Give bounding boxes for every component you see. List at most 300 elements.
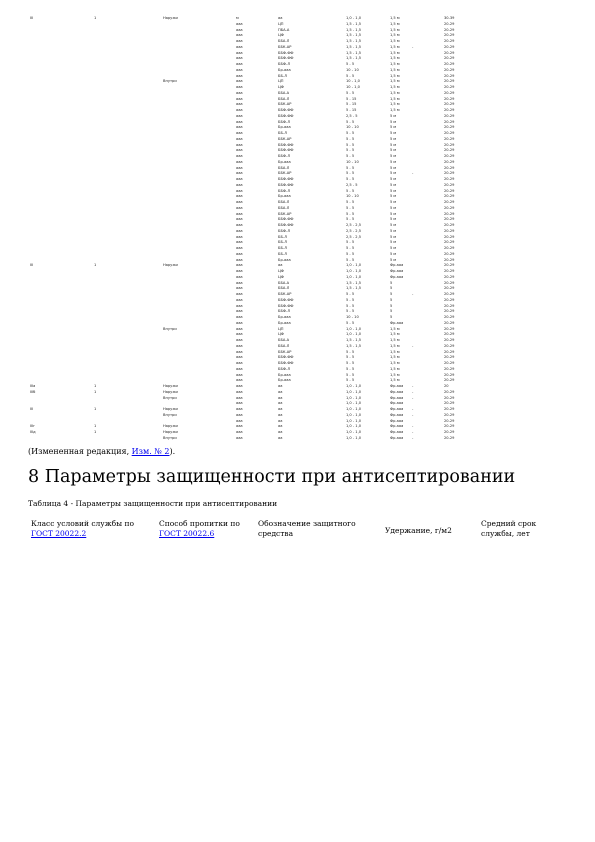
table-row xyxy=(0,258,595,263)
table-cell: 1,5 м xyxy=(390,73,400,78)
table-cell: 1,0 - 1,0 xyxy=(346,401,362,406)
table-row xyxy=(0,45,595,50)
revision-note-suffix: ). xyxy=(169,447,176,456)
table-cell: 20-29 xyxy=(444,228,455,233)
table-cell: 1,0 - 1,0 xyxy=(346,16,362,20)
table-cell: 5 - 15 xyxy=(346,96,357,101)
table-cell: 20-29 xyxy=(444,108,455,112)
header-service-class xyxy=(31,519,156,539)
table-row xyxy=(0,120,595,125)
table-cell: 5 - 5 xyxy=(346,211,355,216)
table-row xyxy=(0,114,595,119)
table-cell: 20-29 xyxy=(444,343,455,348)
table-cell: аа xyxy=(278,407,283,411)
table-cell: Наружи xyxy=(163,384,178,388)
table-cell: ааа xyxy=(236,286,243,291)
table-cell: ааа xyxy=(236,125,243,130)
table-cell: - xyxy=(412,389,414,394)
revision-note xyxy=(28,447,175,456)
table-cell: 20-29 xyxy=(444,418,455,423)
table-cell: Бр-ааа xyxy=(278,194,291,199)
gost-20022-6-link[interactable]: ГОСТ 20022.6 xyxy=(159,529,215,538)
header-protective-agent: Обозначение защитного средства xyxy=(258,519,356,538)
table-cell: ЦФ xyxy=(278,274,284,279)
table-cell: 5 - 5 xyxy=(346,297,355,302)
table-cell: ББК-АР xyxy=(278,102,292,107)
table-cell: 1 xyxy=(94,389,97,394)
table-cell: ааа xyxy=(236,240,243,245)
table-cell: 5 - 5 xyxy=(346,119,355,124)
table-row xyxy=(0,309,595,314)
header-retention: Удержание, г/м2 xyxy=(385,526,452,535)
table-row xyxy=(0,200,595,205)
table-cell: - xyxy=(412,430,414,434)
table-cell: ааа xyxy=(236,292,243,296)
table-cell: 1,5 м xyxy=(390,343,400,348)
table-cell: ББ-Л xyxy=(278,251,287,256)
table-cell: ББФ-Л xyxy=(278,366,291,371)
table-cell: 20-29 xyxy=(444,44,455,49)
table-cell: ЦП xyxy=(278,79,284,84)
table-cell: 5 - 5 xyxy=(346,73,355,78)
table-cell: IIIб xyxy=(30,389,36,394)
table-cell: Внутри xyxy=(163,79,177,84)
table-cell: 5 - 5 xyxy=(346,154,355,158)
table-cell: ааа xyxy=(236,188,243,193)
table-cell: 1,5 м xyxy=(390,27,400,32)
table-cell: 5 м xyxy=(390,251,397,256)
table-row xyxy=(0,51,595,56)
table-cell: ББА-Л xyxy=(278,343,290,348)
table-row xyxy=(0,401,595,406)
table-cell: 5 - 5 xyxy=(346,257,355,262)
table-cell: 20-29 xyxy=(444,378,455,383)
table-cell: ааа xyxy=(236,119,243,124)
table-row xyxy=(0,85,595,90)
table-cell: ааа xyxy=(236,315,243,319)
table-cell: 2,5 - 5 xyxy=(346,113,358,118)
table-cell: ааа xyxy=(236,418,243,423)
table-cell: ББА-Л xyxy=(278,205,290,210)
table-cell: ааа xyxy=(236,223,243,227)
table-cell: ааа xyxy=(236,269,243,273)
table-cell: ааа xyxy=(236,79,243,84)
table-cell: ББА-Л xyxy=(278,200,290,204)
table-cell: 1 xyxy=(94,430,97,434)
table-row xyxy=(0,338,595,343)
table-cell: 5 - 5 xyxy=(346,361,355,365)
table-cell: 20-29 xyxy=(444,39,455,43)
table-row xyxy=(0,97,595,102)
table-row xyxy=(0,367,595,372)
table-cell: 1,5 - 1,5 xyxy=(346,280,362,285)
table-cell: 2,5 - 5 xyxy=(346,182,358,187)
table-cell: 20-29 xyxy=(444,292,455,296)
table-cell: ПБА-А xyxy=(278,27,290,32)
table-cell: Фр-ааа xyxy=(390,274,404,279)
header-impregnation-method-text: Способ пропитки по xyxy=(159,519,240,528)
table-cell: 10 - 10 xyxy=(346,159,359,164)
table-cell: 5 - 5 xyxy=(346,217,355,222)
table-row xyxy=(0,378,595,383)
table-cell: ааа xyxy=(236,200,243,204)
table-cell: 5 xyxy=(390,309,393,314)
table-cell: ааа xyxy=(236,378,243,383)
table-cell: ааа xyxy=(236,234,243,239)
table-cell: ааа xyxy=(236,228,243,233)
table-row xyxy=(0,298,595,303)
table-cell: 5 - 5 xyxy=(346,355,355,360)
header-impregnation-method xyxy=(159,519,249,539)
table-cell: 20-29 xyxy=(444,366,455,371)
table-row xyxy=(0,137,595,142)
table-cell: аа xyxy=(278,435,283,440)
table-cell: - xyxy=(412,424,414,429)
table-cell: 20-29 xyxy=(444,401,455,406)
table-cell: Фр-ааа xyxy=(390,263,404,268)
table-cell: Внутри xyxy=(163,395,177,400)
table-cell: ааа xyxy=(236,50,243,55)
table-cell: Фр-ааа xyxy=(390,401,404,406)
table-cell: ааа xyxy=(236,412,243,417)
table-cell: 20-29 xyxy=(444,246,455,250)
table-cell: Бр-ааа xyxy=(278,67,291,72)
table-cell: 2,5 - 2,5 xyxy=(346,223,362,227)
table-cell: ааа xyxy=(236,194,243,199)
table-cell: ааа xyxy=(236,361,243,365)
table-cell: 20-29 xyxy=(444,171,455,176)
table-cell: 5 - 5 xyxy=(346,177,355,181)
table-cell: 30-39 xyxy=(444,16,455,20)
table-cell: 1 xyxy=(94,263,97,268)
table-cell: IIIа xyxy=(30,384,36,388)
table-cell: ааа xyxy=(236,159,243,164)
table-cell: ББА-Л xyxy=(278,96,290,101)
table-cell: 20-29 xyxy=(444,407,455,411)
table-cell: 20-29 xyxy=(444,113,455,118)
table-cell: 20-29 xyxy=(444,96,455,101)
table-cell: 20-29 xyxy=(444,177,455,181)
table-cell: 5 м xyxy=(390,228,397,233)
table-cell: 5 - 5 xyxy=(346,292,355,296)
table-cell: 20-29 xyxy=(444,223,455,227)
table-cell: 1,0 - 1,0 xyxy=(346,424,362,429)
table-cell: Наружи xyxy=(163,389,178,394)
table-cell: ааа xyxy=(236,355,243,360)
table-cell: ББК-АР xyxy=(278,292,292,296)
table-cell: 5 - 5 xyxy=(346,378,355,383)
table-cell: Фр-ааа xyxy=(390,320,404,325)
table-cell: 20-29 xyxy=(444,62,455,66)
table-cell: 5 - 15 xyxy=(346,108,357,112)
table-cell: 5 м xyxy=(390,119,397,124)
table-cell: 5 - 5 xyxy=(346,349,355,354)
table-cell: Фр-ааа xyxy=(390,407,404,411)
header-service-life: Средний срок службы, лет xyxy=(481,519,537,538)
table-cell: 10 - 1,0 xyxy=(346,85,360,89)
table-cell: ааа xyxy=(236,217,243,222)
table-cell: ааа xyxy=(236,251,243,256)
table-row xyxy=(0,171,595,176)
table-cell: 20-29 xyxy=(444,154,455,158)
table-cell: 20-29 xyxy=(444,309,455,314)
table-cell: 5 - 5 xyxy=(346,309,355,314)
table-cell: ааа xyxy=(236,182,243,187)
table-cell: 5 - 5 xyxy=(346,171,355,176)
table-row xyxy=(0,56,595,61)
table-cell: III xyxy=(30,16,34,20)
table-cell: 5 xyxy=(390,303,393,308)
table-cell: ааа xyxy=(236,148,243,153)
table-cell: - xyxy=(412,412,414,417)
table-cell: 1,5 м xyxy=(390,39,400,43)
table-cell: - xyxy=(412,44,414,49)
table-row xyxy=(0,419,595,424)
table-cell: 5 м xyxy=(390,257,397,262)
table-cell: 5 м xyxy=(390,246,397,250)
table-row xyxy=(0,240,595,245)
table-cell: III xyxy=(30,407,34,411)
table-cell: 1,5 м xyxy=(390,378,400,383)
table-cell: 1,0 - 1,0 xyxy=(346,326,362,331)
table-cell: 5 - 5 xyxy=(346,240,355,245)
table-cell: 20-29 xyxy=(444,159,455,164)
table-cell: 20-29 xyxy=(444,257,455,262)
table-cell: 20-29 xyxy=(444,102,455,107)
table-cell: ББ-Л xyxy=(278,246,287,250)
table-cell: 5 - 5 xyxy=(346,90,355,95)
gost-20022-2-link[interactable]: ГОСТ 20022.2 xyxy=(31,529,87,538)
table-cell: 10 - 10 xyxy=(346,67,359,72)
table-cell: 5 м xyxy=(390,154,397,158)
table-cell: - xyxy=(412,384,414,388)
table-cell: Бр-ааа xyxy=(278,372,291,377)
header-service-class-text: Класс условий службы по xyxy=(31,519,134,528)
table-cell: 20-29 xyxy=(444,263,455,268)
table-cell: IIIг xyxy=(30,424,36,429)
table-cell: ааа xyxy=(236,435,243,440)
table-cell: ББ-Л xyxy=(278,240,287,245)
table-cell: ааа xyxy=(236,320,243,325)
table-cell: ББА-А xyxy=(278,90,290,95)
table-cell: 20-29 xyxy=(444,361,455,365)
table-cell: 5 м xyxy=(390,165,397,170)
table-cell: 20-29 xyxy=(444,136,455,141)
table-row xyxy=(0,281,595,286)
table-cell: Наружи xyxy=(163,407,178,411)
table-cell: ааа xyxy=(236,142,243,147)
table-cell: Наружи xyxy=(163,16,178,20)
table-cell: аа xyxy=(278,424,283,429)
table-row xyxy=(0,177,595,182)
table-row xyxy=(0,102,595,107)
table-row xyxy=(0,183,595,188)
table-cell: 10 - 10 xyxy=(346,315,359,319)
table-cell: Внутри xyxy=(163,412,177,417)
table-cell: ааа xyxy=(236,205,243,210)
table-cell: ааа xyxy=(236,21,243,26)
table-row xyxy=(0,286,595,291)
table-cell: ааа xyxy=(236,280,243,285)
table-cell: ааа xyxy=(236,165,243,170)
table-row xyxy=(0,292,595,297)
table-cell: 20-29 xyxy=(444,355,455,360)
table-cell: Фр-ааа xyxy=(390,412,404,417)
table-cell: 1,0 - 1,0 xyxy=(346,412,362,417)
table-cell: аа xyxy=(278,395,283,400)
table-cell: 1,0 - 1,0 xyxy=(346,274,362,279)
table-cell: Наружи xyxy=(163,424,178,429)
table-cell: 5 м xyxy=(390,131,397,135)
table-cell: 20-29 xyxy=(444,33,455,38)
table-caption: Таблица 4 - Параметры защищенности при антисептировании xyxy=(28,499,278,508)
table-cell: 5 - 5 xyxy=(346,251,355,256)
table-cell: 5 - 5 xyxy=(346,148,355,153)
table-cell: ааа xyxy=(236,62,243,66)
table-cell: аа xyxy=(278,263,283,268)
table-cell: 1,5 м xyxy=(390,326,400,331)
table-cell: 5 м xyxy=(390,188,397,193)
table-cell: 20-29 xyxy=(444,412,455,417)
table-cell: 20-29 xyxy=(444,234,455,239)
table-row xyxy=(0,235,595,240)
table-cell: 5 - 5 xyxy=(346,142,355,147)
table-cell: ББФ-ФФ xyxy=(278,217,294,222)
table-cell: 20-29 xyxy=(444,67,455,72)
table-row xyxy=(0,304,595,309)
table-row xyxy=(0,217,595,222)
table-cell: 20-29 xyxy=(444,21,455,26)
table-cell: Наружи xyxy=(163,430,178,434)
table-cell: 20-29 xyxy=(444,148,455,153)
table-cell: 20-29 xyxy=(444,326,455,331)
table-cell: ББА-Л xyxy=(278,39,290,43)
table-cell: - xyxy=(412,343,414,348)
table-cell: ааа xyxy=(236,366,243,371)
table-cell: Фр-ааа xyxy=(390,269,404,273)
table-cell: ББ-Л xyxy=(278,73,287,78)
table-cell: ЦФ xyxy=(278,85,284,89)
table-row xyxy=(0,79,595,84)
amendment-link[interactable]: Изм. № 2 xyxy=(131,447,170,456)
table-cell: ББФ-ФФ xyxy=(278,303,294,308)
table-cell: 20-29 xyxy=(444,125,455,130)
table-cell: 20-29 xyxy=(444,315,455,319)
table-cell: ааа xyxy=(236,297,243,302)
table-cell: 5 м xyxy=(390,125,397,130)
table-cell: ББФ-Л xyxy=(278,62,291,66)
table-row xyxy=(0,373,595,378)
table-row xyxy=(0,160,595,165)
table-cell: ББФ-ФФ xyxy=(278,56,294,61)
table-cell: ББА-А xyxy=(278,280,290,285)
table-cell: 1,5 м xyxy=(390,332,400,337)
table-cell: 20 xyxy=(444,384,449,388)
table-cell: ЦФ xyxy=(278,33,284,38)
table-cell: 1,0 - 1,0 xyxy=(346,263,362,268)
table-cell: 20-29 xyxy=(444,286,455,291)
table-cell: Фр-ааа xyxy=(390,395,404,400)
table-row xyxy=(0,361,595,366)
table-cell: 1,5 м xyxy=(390,85,400,89)
table-cell: ааа xyxy=(236,85,243,89)
table-cell: 1 xyxy=(94,424,97,429)
table-row xyxy=(0,407,595,412)
table-row xyxy=(0,154,595,159)
table-cell: 1,5 м xyxy=(390,90,400,95)
table-cell: ааа xyxy=(236,27,243,32)
table-cell: ааа xyxy=(236,303,243,308)
table-cell: 1,0 - 1,0 xyxy=(346,395,362,400)
table-cell: ааа xyxy=(236,309,243,314)
table-cell: 5 м xyxy=(390,234,397,239)
table-cell: 5 м xyxy=(390,200,397,204)
table-cell: ББФ-ФФ xyxy=(278,142,294,147)
table-row xyxy=(0,166,595,171)
table-row xyxy=(0,332,595,337)
table-cell: Фр-ааа xyxy=(390,435,404,440)
table-cell: ааа xyxy=(236,263,243,268)
table-cell: 5 м xyxy=(390,223,397,227)
table-cell: 5 xyxy=(390,292,393,296)
table-cell: 1,0 - 1,0 xyxy=(346,435,362,440)
table-cell: ББФ-ФФ xyxy=(278,223,294,227)
table-row xyxy=(0,229,595,234)
table-row xyxy=(0,430,595,435)
table-cell: Наружи xyxy=(163,263,178,268)
table-cell: 5 м xyxy=(390,171,397,176)
table-cell: ББФ-ФФ xyxy=(278,177,294,181)
table-row xyxy=(0,350,595,355)
table-cell: 1,0 - 1,0 xyxy=(346,430,362,434)
table-cell: 20-29 xyxy=(444,85,455,89)
table-cell: ЦП xyxy=(278,326,284,331)
table-cell: 1,5 м xyxy=(390,56,400,61)
table-cell: Бр-ааа xyxy=(278,125,291,130)
table-cell: 20-29 xyxy=(444,205,455,210)
table-cell: 1,0 - 1,0 xyxy=(346,332,362,337)
table-cell: 5 м xyxy=(390,240,397,245)
table-row xyxy=(0,74,595,79)
table-cell: ББ-Л xyxy=(278,234,287,239)
table-row xyxy=(0,321,595,326)
table-cell: 2,5 - 2,5 xyxy=(346,228,362,233)
table-cell: 1,5 - 1,5 xyxy=(346,44,362,49)
table-cell: ББА-Л xyxy=(278,165,290,170)
table-row xyxy=(0,223,595,228)
table-cell: III xyxy=(30,263,34,268)
table-row xyxy=(0,125,595,130)
table-cell: 1,5 м xyxy=(390,33,400,38)
table-cell: ааа xyxy=(236,246,243,250)
table-cell: 5 xyxy=(390,286,393,291)
table-cell: 10 - 1,0 xyxy=(346,79,360,84)
table-cell: Фр-ааа xyxy=(390,384,404,388)
table-cell: ааа xyxy=(236,33,243,38)
table-row xyxy=(0,206,595,211)
table-cell: 5 - 5 xyxy=(346,246,355,250)
table-cell: 20-29 xyxy=(444,200,455,204)
table-cell: 20-29 xyxy=(444,320,455,325)
table-cell: 20-29 xyxy=(444,194,455,199)
table-cell: 1,5 м xyxy=(390,62,400,66)
table-cell: 20-29 xyxy=(444,338,455,342)
table-cell: ааа xyxy=(236,338,243,342)
table-cell: ааа xyxy=(236,136,243,141)
table-cell: 20-29 xyxy=(444,303,455,308)
table-cell: ББК-АР xyxy=(278,349,292,354)
table-cell: ааа xyxy=(236,343,243,348)
